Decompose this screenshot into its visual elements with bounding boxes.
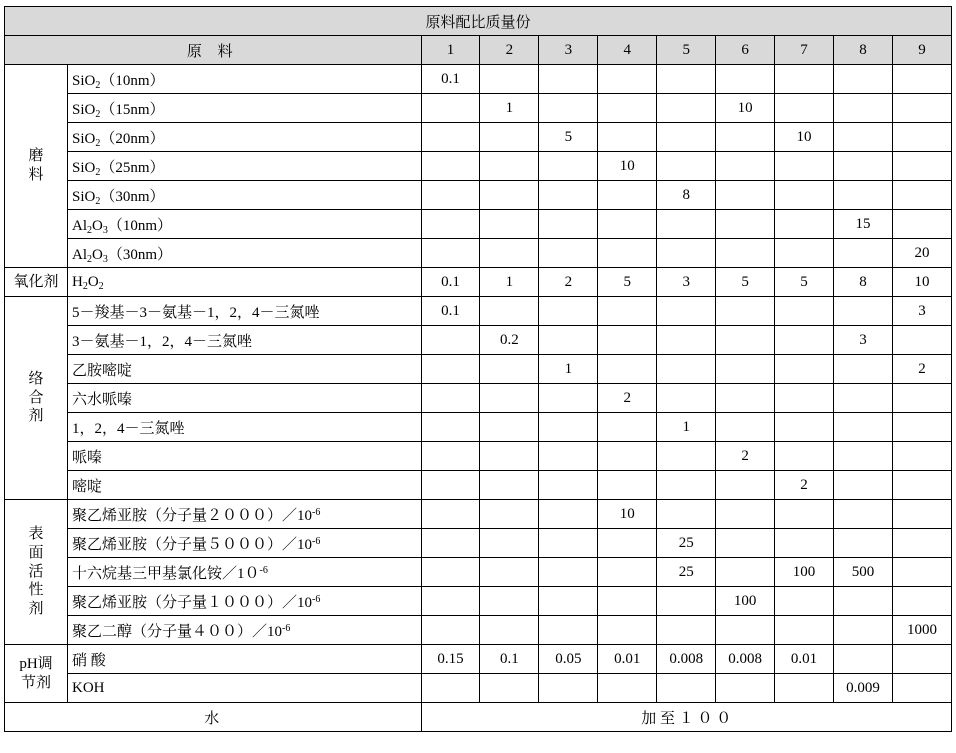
table-row	[5, 384, 952, 413]
value-cell-3	[539, 326, 598, 355]
value-cell-2	[480, 616, 539, 645]
value-cell-5	[657, 123, 716, 152]
value-cell-5	[657, 239, 716, 268]
value-cell-4	[598, 587, 657, 616]
table-row	[5, 326, 952, 355]
water-row	[5, 703, 952, 732]
value-cell-8: 0.009	[834, 674, 893, 703]
value-cell-3	[539, 297, 598, 326]
value-cell-1	[421, 123, 480, 152]
value-cell-7	[775, 326, 834, 355]
material-name: 聚乙烯亚胺（分子量$2000)/10^{-6}$	[67, 500, 421, 529]
material-name: 嘧啶	[67, 471, 421, 500]
value-cell-3	[539, 210, 598, 239]
value-cell-5	[657, 384, 716, 413]
value-cell-1	[421, 529, 480, 558]
value-cell-2	[480, 210, 539, 239]
value-cell-1	[421, 355, 480, 384]
value-cell-5	[657, 442, 716, 471]
value-cell-1: 0.1	[421, 268, 480, 297]
value-cell-7	[775, 413, 834, 442]
value-cell-1	[421, 210, 480, 239]
category-label: pH调 节剂	[5, 645, 68, 703]
value-cell-5	[657, 297, 716, 326]
value-cell-3	[539, 181, 598, 210]
value-cell-3	[539, 413, 598, 442]
value-cell-3	[539, 616, 598, 645]
value-cell-5	[657, 500, 716, 529]
value-cell-9	[892, 94, 951, 123]
material-name: SiO$_2$（10nm）	[67, 65, 421, 94]
value-cell-1	[421, 152, 480, 181]
value-cell-8	[834, 587, 893, 616]
table-title: 原料配比质量份	[5, 7, 952, 36]
material-name: SiO$_2$（30nm）	[67, 181, 421, 210]
material-name: 十六烷基三甲基氯化铵$/10^{-6}$	[67, 558, 421, 587]
value-cell-7	[775, 355, 834, 384]
material-name: 硝 酸	[67, 645, 421, 674]
value-cell-1	[421, 442, 480, 471]
table-row	[5, 355, 952, 384]
material-name: $H_2O_2$	[67, 268, 421, 297]
value-cell-2	[480, 529, 539, 558]
value-cell-7: 100	[775, 558, 834, 587]
material-name: 聚乙二醇（分子量$400)/10^{-6}$	[67, 616, 421, 645]
value-cell-9	[892, 210, 951, 239]
value-cell-5	[657, 326, 716, 355]
value-cell-4	[598, 355, 657, 384]
column-header-5: 5	[657, 36, 716, 65]
value-cell-6	[716, 558, 775, 587]
value-cell-4	[598, 210, 657, 239]
table-sheet	[0, 6, 956, 753]
value-cell-7: 0.01	[775, 645, 834, 674]
value-cell-5: 1	[657, 413, 716, 442]
table-row	[5, 268, 952, 297]
value-cell-6	[716, 297, 775, 326]
category-label: 络 合 剂	[5, 297, 68, 500]
table-row	[5, 587, 952, 616]
material-name: 六水哌嗪	[67, 384, 421, 413]
value-cell-1: 0.1	[421, 65, 480, 94]
value-cell-8	[834, 471, 893, 500]
value-cell-4: 2	[598, 384, 657, 413]
value-cell-9	[892, 152, 951, 181]
value-cell-5: 3	[657, 268, 716, 297]
value-cell-9	[892, 558, 951, 587]
value-cell-8: 15	[834, 210, 893, 239]
value-cell-6: 0.008	[716, 645, 775, 674]
value-cell-8: 8	[834, 268, 893, 297]
column-header-8: 8	[834, 36, 893, 65]
value-cell-3	[539, 442, 598, 471]
value-cell-4	[598, 674, 657, 703]
value-cell-7	[775, 442, 834, 471]
column-header-9: 9	[892, 36, 951, 65]
value-cell-4: 10	[598, 500, 657, 529]
value-cell-7: 5	[775, 268, 834, 297]
material-name: 聚乙烯亚胺（分子量$1000)/10^{-6}$	[67, 587, 421, 616]
value-cell-9	[892, 181, 951, 210]
value-cell-6	[716, 384, 775, 413]
value-cell-7	[775, 674, 834, 703]
value-cell-8	[834, 384, 893, 413]
value-cell-3	[539, 558, 598, 587]
value-cell-1	[421, 587, 480, 616]
value-cell-4	[598, 297, 657, 326]
material-name: 哌嗪	[67, 442, 421, 471]
value-cell-6	[716, 239, 775, 268]
column-header-1: 1	[421, 36, 480, 65]
value-cell-6	[716, 123, 775, 152]
table-row	[5, 65, 952, 94]
value-cell-8	[834, 529, 893, 558]
value-cell-6: 5	[716, 268, 775, 297]
value-cell-5	[657, 94, 716, 123]
table-row	[5, 123, 952, 152]
table-row	[5, 471, 952, 500]
value-cell-7	[775, 616, 834, 645]
value-cell-1	[421, 384, 480, 413]
table-row	[5, 558, 952, 587]
value-cell-9: 2	[892, 355, 951, 384]
value-cell-2	[480, 587, 539, 616]
value-cell-3	[539, 94, 598, 123]
value-cell-1	[421, 558, 480, 587]
value-cell-1	[421, 239, 480, 268]
value-cell-1	[421, 181, 480, 210]
value-cell-9	[892, 471, 951, 500]
material-name: SiO$_2$（25nm）	[67, 152, 421, 181]
value-cell-4: 5	[598, 268, 657, 297]
material-name: 1，2，4－三氮唑	[67, 413, 421, 442]
value-cell-8	[834, 442, 893, 471]
value-cell-9	[892, 645, 951, 674]
value-cell-2	[480, 239, 539, 268]
value-cell-4	[598, 181, 657, 210]
value-cell-2	[480, 384, 539, 413]
value-cell-1: 0.15	[421, 645, 480, 674]
value-cell-5	[657, 210, 716, 239]
value-cell-7	[775, 239, 834, 268]
value-cell-7	[775, 384, 834, 413]
material-name: SiO$_2$（20nm）	[67, 123, 421, 152]
value-cell-2: 0.1	[480, 645, 539, 674]
value-cell-2	[480, 558, 539, 587]
value-cell-2	[480, 181, 539, 210]
value-cell-6	[716, 413, 775, 442]
value-cell-9	[892, 65, 951, 94]
value-cell-2	[480, 674, 539, 703]
value-cell-4	[598, 123, 657, 152]
value-cell-8	[834, 94, 893, 123]
value-cell-7: 10	[775, 123, 834, 152]
value-cell-5: 25	[657, 529, 716, 558]
table-row	[5, 500, 952, 529]
value-cell-3: 5	[539, 123, 598, 152]
value-cell-9: 3	[892, 297, 951, 326]
value-cell-6: 100	[716, 587, 775, 616]
value-cell-3	[539, 152, 598, 181]
value-cell-7	[775, 210, 834, 239]
table-title-row	[5, 7, 952, 36]
value-cell-7	[775, 500, 834, 529]
value-cell-2	[480, 471, 539, 500]
value-cell-2: 1	[480, 94, 539, 123]
value-cell-7	[775, 587, 834, 616]
column-header-6: 6	[716, 36, 775, 65]
value-cell-7	[775, 152, 834, 181]
value-cell-1	[421, 616, 480, 645]
value-cell-2	[480, 297, 539, 326]
value-cell-9	[892, 123, 951, 152]
table-row	[5, 239, 952, 268]
formulation-table	[4, 6, 952, 732]
value-cell-5	[657, 674, 716, 703]
table-row	[5, 152, 952, 181]
value-cell-4	[598, 65, 657, 94]
value-cell-6	[716, 674, 775, 703]
value-cell-9	[892, 529, 951, 558]
table-row	[5, 616, 952, 645]
value-cell-7	[775, 529, 834, 558]
value-cell-4	[598, 471, 657, 500]
value-cell-1	[421, 413, 480, 442]
value-cell-9	[892, 442, 951, 471]
table-row	[5, 413, 952, 442]
value-cell-8	[834, 239, 893, 268]
table-row	[5, 529, 952, 558]
value-cell-1	[421, 471, 480, 500]
value-cell-5	[657, 152, 716, 181]
column-header-2: 2	[480, 36, 539, 65]
table-row	[5, 94, 952, 123]
value-cell-2	[480, 152, 539, 181]
value-cell-4: 10	[598, 152, 657, 181]
value-cell-9	[892, 413, 951, 442]
value-cell-2	[480, 123, 539, 152]
value-cell-3	[539, 529, 598, 558]
value-cell-3	[539, 500, 598, 529]
value-cell-2	[480, 442, 539, 471]
value-cell-6	[716, 529, 775, 558]
value-cell-1	[421, 94, 480, 123]
column-header-3: 3	[539, 36, 598, 65]
value-cell-5	[657, 616, 716, 645]
value-cell-3: 1	[539, 355, 598, 384]
material-name: SiO$_2$（15nm）	[67, 94, 421, 123]
value-cell-8: 500	[834, 558, 893, 587]
value-cell-4: 0.01	[598, 645, 657, 674]
value-cell-5: 8	[657, 181, 716, 210]
column-header-7: 7	[775, 36, 834, 65]
value-cell-9	[892, 500, 951, 529]
value-cell-4	[598, 442, 657, 471]
value-cell-8	[834, 645, 893, 674]
value-cell-2	[480, 500, 539, 529]
value-cell-4	[598, 413, 657, 442]
value-cell-5: 0.008	[657, 645, 716, 674]
value-cell-8	[834, 500, 893, 529]
value-cell-7	[775, 65, 834, 94]
value-cell-9	[892, 384, 951, 413]
value-cell-1	[421, 674, 480, 703]
value-cell-6	[716, 500, 775, 529]
category-label: 氧化剂	[5, 268, 68, 297]
value-cell-8	[834, 616, 893, 645]
value-cell-8	[834, 123, 893, 152]
value-cell-8	[834, 297, 893, 326]
material-name: 3－氨基－1，2，4－三氮唑	[67, 326, 421, 355]
value-cell-1	[421, 326, 480, 355]
material-name: 5－羧基－3－氨基－1，2，4－三氮唑	[67, 297, 421, 326]
value-cell-6	[716, 326, 775, 355]
value-cell-2: 0.2	[480, 326, 539, 355]
table-row	[5, 210, 952, 239]
material-name: $Al_2O_3(10nm)$	[67, 210, 421, 239]
value-cell-8	[834, 355, 893, 384]
value-cell-8	[834, 152, 893, 181]
value-cell-4	[598, 94, 657, 123]
value-cell-5	[657, 471, 716, 500]
value-cell-6	[716, 471, 775, 500]
value-cell-9: 20	[892, 239, 951, 268]
value-cell-7: 2	[775, 471, 834, 500]
value-cell-3	[539, 587, 598, 616]
material-name: 乙胺嘧啶	[67, 355, 421, 384]
column-header-4: 4	[598, 36, 657, 65]
category-label: 表 面 活 性 剂	[5, 500, 68, 645]
value-cell-3	[539, 65, 598, 94]
value-cell-2	[480, 65, 539, 94]
value-cell-9	[892, 587, 951, 616]
value-cell-3: 2	[539, 268, 598, 297]
value-cell-6	[716, 210, 775, 239]
value-cell-8	[834, 65, 893, 94]
value-cell-6: 10	[716, 94, 775, 123]
material-name: $Al_2O_3(30nm)$	[67, 239, 421, 268]
value-cell-6	[716, 152, 775, 181]
value-cell-6	[716, 355, 775, 384]
water-value: 加 至 １ ０ ０	[421, 703, 951, 732]
value-cell-9	[892, 674, 951, 703]
value-cell-9: 1000	[892, 616, 951, 645]
value-cell-4	[598, 616, 657, 645]
material-name: 聚乙烯亚胺（分子量$5000)/10^{-6}$	[67, 529, 421, 558]
table-header-row	[5, 36, 952, 65]
value-cell-5	[657, 587, 716, 616]
value-cell-8	[834, 181, 893, 210]
value-cell-3	[539, 471, 598, 500]
value-cell-8	[834, 413, 893, 442]
value-cell-1	[421, 500, 480, 529]
value-cell-4	[598, 529, 657, 558]
material-name: KOH	[67, 674, 421, 703]
water-label: 水	[5, 703, 422, 732]
value-cell-3	[539, 239, 598, 268]
value-cell-5	[657, 355, 716, 384]
value-cell-1: 0.1	[421, 297, 480, 326]
value-cell-3	[539, 384, 598, 413]
value-cell-6	[716, 181, 775, 210]
table-row	[5, 674, 952, 703]
value-cell-8: 3	[834, 326, 893, 355]
value-cell-4	[598, 239, 657, 268]
value-cell-4	[598, 326, 657, 355]
value-cell-3: 0.05	[539, 645, 598, 674]
value-cell-6	[716, 616, 775, 645]
value-cell-7	[775, 297, 834, 326]
value-cell-6: 2	[716, 442, 775, 471]
value-cell-2: 1	[480, 268, 539, 297]
value-cell-2	[480, 355, 539, 384]
table-row	[5, 181, 952, 210]
table-row	[5, 645, 952, 674]
value-cell-4	[598, 558, 657, 587]
value-cell-5	[657, 65, 716, 94]
table-row	[5, 442, 952, 471]
value-cell-9: 10	[892, 268, 951, 297]
value-cell-5: 25	[657, 558, 716, 587]
column-header-material: 原 料	[5, 36, 422, 65]
table-row	[5, 297, 952, 326]
value-cell-2	[480, 413, 539, 442]
category-label: 磨 料	[5, 65, 68, 268]
value-cell-9	[892, 326, 951, 355]
value-cell-3	[539, 674, 598, 703]
value-cell-7	[775, 181, 834, 210]
value-cell-7	[775, 94, 834, 123]
value-cell-6	[716, 65, 775, 94]
